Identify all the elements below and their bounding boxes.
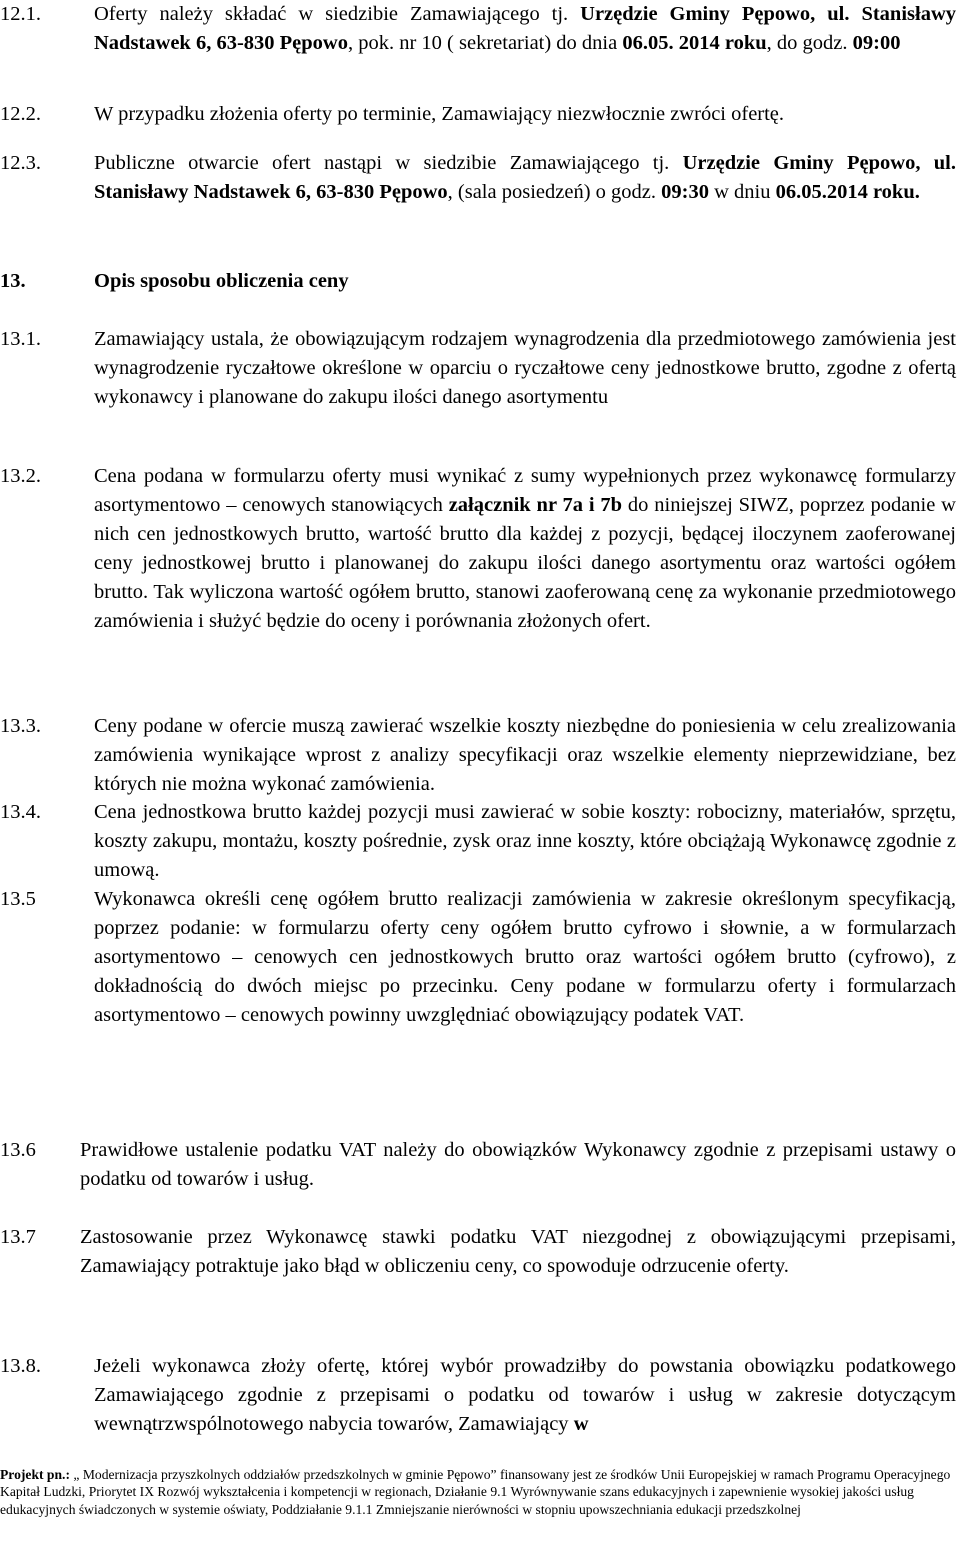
section-text <box>94 712 956 799</box>
section-number: 13.1. <box>0 328 41 350</box>
section-13-2 <box>0 462 956 636</box>
section-text <box>94 100 956 129</box>
text-run: Publiczne otwarcie ofert nastąpi w siedzibie Zamawiającego tj. <box>94 152 683 174</box>
text-run: Oferty należy składać w siedzibie Zamawiającego tj. <box>94 3 581 25</box>
section-number: 12.1. <box>0 3 41 25</box>
section-13-8 <box>0 1352 956 1439</box>
heading-number: 13. <box>0 270 26 292</box>
section-text <box>94 149 956 207</box>
section-number: 13.3. <box>0 715 41 737</box>
text-run: Wykonawca określi cenę ogółem brutto realizacji zamówienia w zakresie określonym specyfikacją, poprzez podanie: w formularzu oferty ceny ogółem brutto cyfrowo i słownie, a w formularzach asortymentowo – cenowych cen jednostkowych brutto oraz wartości ogółem brutto (cyfrowo), z dokładnością do dwóch miejsc po przecinku. Ceny podane w formularzu oferty i formularzach asortymentowo – cenowych powinny uwzględniać obowiązujący podatek VAT. <box>94 888 956 1026</box>
section-13-7 <box>0 1223 956 1281</box>
page-footer <box>0 1466 958 1518</box>
bold-text-run: Urzędzie Gminy Pępowo, ul. Stanisławy Nadstawek 6, 63-830 Pępowo <box>94 3 956 54</box>
bold-text-run: załącznik nr 7a i 7b <box>448 494 623 516</box>
section-text <box>94 325 956 412</box>
section-text <box>94 798 956 885</box>
section-12-1 <box>0 0 956 58</box>
section-number: 13.4. <box>0 801 41 823</box>
text-run: Cena podana w formularzu oferty musi wynikać z sumy wypełnionych przez wykonawcę formularzy asortymentowo – cenowych stanowiących <box>94 465 956 516</box>
section-number: 13.7 <box>0 1226 36 1248</box>
section-13-3 <box>0 712 956 799</box>
section-number: 13.8. <box>0 1355 41 1377</box>
text-run: Prawidłowe ustalenie podatku VAT należy do obowiązków Wykonawcy zgodnie z przepisami ustawy o podatku od towarów i usług. <box>80 1139 956 1190</box>
text-run: w dniu <box>708 181 776 203</box>
page-title: Opis sposobu obliczenia ceny <box>94 270 349 292</box>
bold-text-run: w <box>573 1413 589 1435</box>
text-run: Ceny podane w ofercie muszą zawierać wszelkie koszty niezbędne do poniesienia w celu zrealizowania zamówienia wynikające wprost z analizy specyfikacji oraz wszelkie elementy nieprzewidziane, bez których nie można wykonać zamówienia. <box>94 715 956 795</box>
section-text <box>94 0 956 58</box>
bold-text-run: Urzędzie Gminy Pępowo, ul. Stanisławy Nadstawek 6, 63-830 Pępowo <box>94 152 956 203</box>
section-text <box>94 1352 956 1439</box>
section-13-5 <box>0 885 956 1030</box>
text-run: , do godz. <box>766 32 853 54</box>
section-text <box>94 462 956 636</box>
footer-text: „ Modernizacja przyszkolnych oddziałów przedszkolnych w gminie Pępowo” finansowany jest ze środków Unii Europejskiej w ramach Programu Operacyjnego Kapitał Ludzki, Priorytet IX Rozwój wykształcenia i kompetencji w regionach, Działanie 9.1 Wyrównywanie szans edukacyjnych i zapewnienie wysokiej jakości usług edukacyjnych świadczonych w systemie oświaty, Poddziałanie 9.1.1 Zmniejszanie nierówności w stopniu upowszechniania edukacji przedszkolnej <box>0 1467 951 1517</box>
section-number: 13.2. <box>0 465 41 487</box>
text-run: Zamawiający ustala, że obowiązującym rodzajem wynagrodzenia dla przedmiotowego zamówienia jest wynagrodzenie ryczałtowe określone w oparciu o ryczałtowe ceny jednostkowe brutto, zgodne z ofertą wykonawcy i planowane do zakupu ilości danego asortymentu <box>94 328 956 408</box>
bold-text-run: 06.05.2014 roku. <box>775 181 920 203</box>
bold-text-run: 09:30 <box>661 181 709 203</box>
section-heading-13 <box>0 267 349 296</box>
section-number: 13.6 <box>0 1139 36 1161</box>
text-run: W przypadku złożenia oferty po terminie, Zamawiający niezwłocznie zwróci ofertę. <box>94 103 785 125</box>
bold-text-run: 06.05. 2014 roku <box>622 32 767 54</box>
text-run: Cena jednostkowa brutto każdej pozycji musi zawierać w sobie koszty: robocizny, materiałów, sprzętu, koszty zakupu, montażu, koszty pośrednie, zysk oraz inne koszty, które obciążają Wykonawcę zgodnie z umową. <box>94 801 956 881</box>
section-12-3 <box>0 149 956 207</box>
text-run: Zastosowanie przez Wykonawcę stawki podatku VAT niezgodnej z obowiązującymi przepisami, Zamawiający potraktuje jako błąd w obliczeniu ceny, co spowoduje odrzucenie oferty. <box>80 1226 956 1277</box>
text-run: , pok. nr 10 ( sekretariat) do dnia <box>347 32 623 54</box>
section-number: 12.3. <box>0 152 41 174</box>
section-13-6 <box>0 1136 956 1194</box>
section-text <box>80 1136 956 1194</box>
section-number: 13.5 <box>0 888 36 910</box>
section-13-4 <box>0 798 956 885</box>
text-run: , (sala posiedzeń) o godz. <box>447 181 662 203</box>
section-12-2 <box>0 100 956 129</box>
footer-label: Projekt pn.: <box>0 1467 70 1482</box>
section-text <box>94 885 956 1030</box>
section-text <box>80 1223 956 1281</box>
section-number: 12.2. <box>0 103 41 125</box>
text-run: do niniejszej SIWZ, poprzez podanie w nich cen jednostkowych brutto, wartość brutto dla każdej z pozycji, będącej iloczynem zaoferowanej ceny jednostkowej brutto i planowanej do zakupu ilości danego asortymentu oraz wartości ogółem brutto. Tak wyliczona wartość ogółem brutto, stanowi zaoferowaną cenę za wykonanie przedmiotowego zamówienia i służyć będzie do oceny i porównania złożonych ofert. <box>94 494 956 632</box>
bold-text-run: 09:00 <box>852 32 901 54</box>
section-13-1 <box>0 325 956 412</box>
text-run: Jeżeli wykonawca złoży ofertę, której wybór prowadziłby do powstania obowiązku podatkowego Zamawiającego zgodnie z przepisami o podatku od towarów i usług w zakresie dotyczącym wewnątrzwspólnotowego nabycia towarów, Zamawiający <box>94 1355 956 1435</box>
